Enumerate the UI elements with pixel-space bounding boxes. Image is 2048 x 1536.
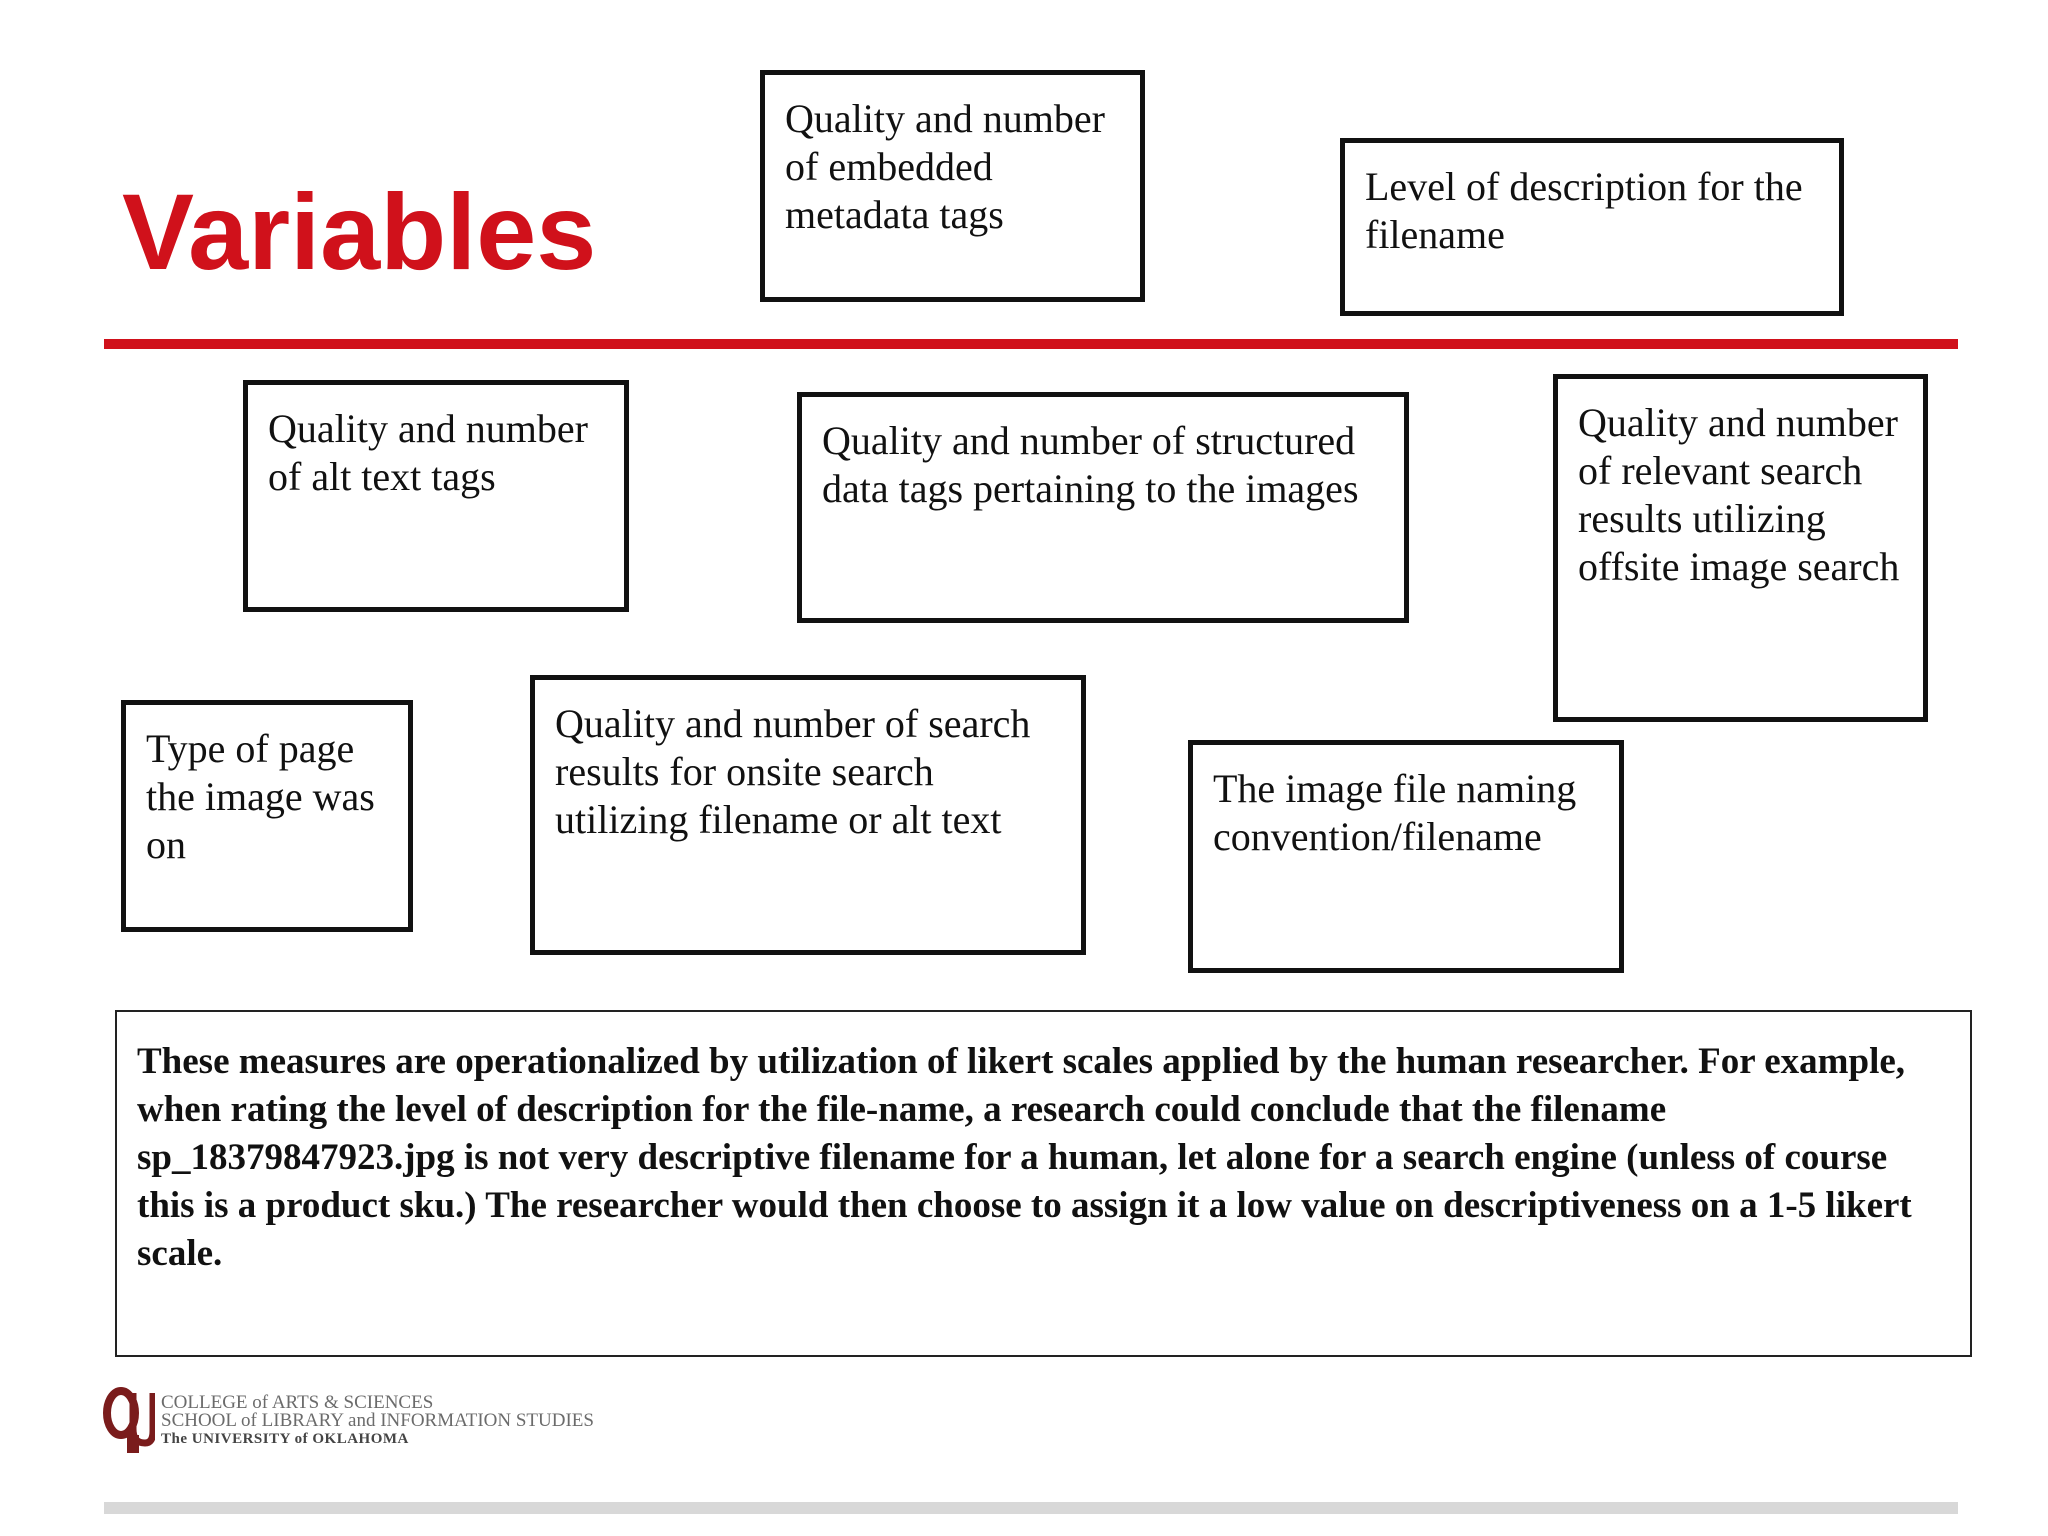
variable-box-offsite-search: Quality and number of relevant search results utilizing offsite image search	[1553, 374, 1928, 722]
variable-box-filename-description: Level of description for the filename	[1340, 138, 1844, 316]
variable-box-structured-data: Quality and number of structured data tags pertaining to the images	[797, 392, 1409, 623]
university-logo	[103, 1385, 594, 1457]
variable-box-embedded-metadata: Quality and number of embedded metadata tags	[760, 70, 1145, 302]
variable-box-page-type: Type of page the image was on	[121, 700, 413, 932]
explanation-note: These measures are operationalized by utilization of likert scales applied by the human researcher. For example, when rating the level of description for the file-name, a research could conclude that the filename sp_18379847923.jpg is not very descriptive filename for a human, let alone for a search engine (unless of course this is a product sku.) The researcher would then choose to assign it a low value on descriptiveness on a 1-5 likert scale.	[115, 1010, 1972, 1357]
logo-line-school: SCHOOL of LIBRARY and INFORMATION STUDIES	[161, 1410, 594, 1431]
variable-box-alt-text: Quality and number of alt text tags	[243, 380, 629, 612]
variable-box-onsite-search: Quality and number of search results for onsite search utilizing filename or alt text	[530, 675, 1086, 955]
logo-line-college: COLLEGE of ARTS & SCIENCES	[161, 1392, 434, 1413]
page-title: Variables	[122, 171, 597, 292]
title-divider	[104, 339, 1958, 349]
logo-line-university: The UNIVERSITY of OKLAHOMA	[161, 1431, 409, 1447]
footer-bar	[104, 1502, 1958, 1514]
ou-logo-icon	[103, 1385, 155, 1457]
variable-box-naming-convention: The image file naming convention/filename	[1188, 740, 1624, 973]
